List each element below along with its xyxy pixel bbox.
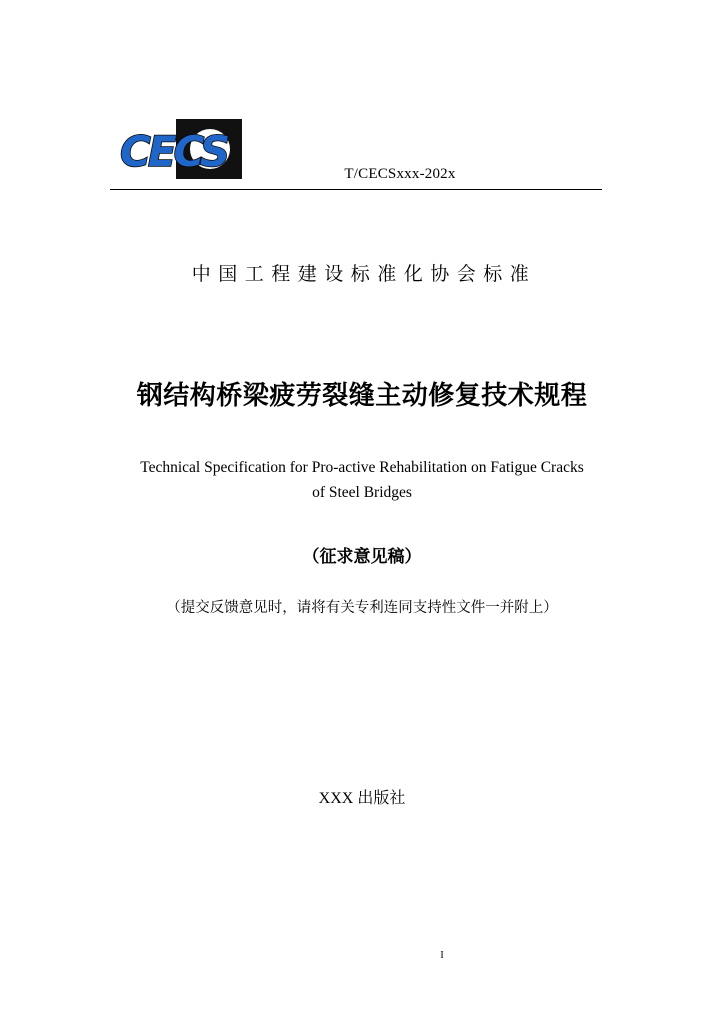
english-title-line-1: Technical Specification for Pro-active Rehabilitation on Fatigue Cracks bbox=[140, 459, 584, 476]
association-name: 中国工程建设标准化协会标准 bbox=[191, 263, 537, 285]
draft-label: （征求意见稿） bbox=[302, 547, 422, 567]
logo-lettering: CECS bbox=[120, 127, 228, 176]
document-title-english bbox=[100, 455, 624, 505]
submission-note: （提交反馈意见时，请将有关专利连同支持性文件一并附上） bbox=[166, 600, 558, 616]
header-divider bbox=[110, 189, 602, 190]
publisher-name: XXX 出版社 bbox=[318, 790, 406, 807]
page-number: I bbox=[440, 950, 444, 961]
english-title-line-2: of Steel Bridges bbox=[312, 484, 412, 501]
document-title-chinese: 钢结构桥梁疲劳裂缝主动修复技术规程 bbox=[136, 381, 588, 411]
cecs-logo bbox=[118, 117, 246, 181]
standard-number: T/CECSxxx-202x bbox=[344, 166, 456, 182]
